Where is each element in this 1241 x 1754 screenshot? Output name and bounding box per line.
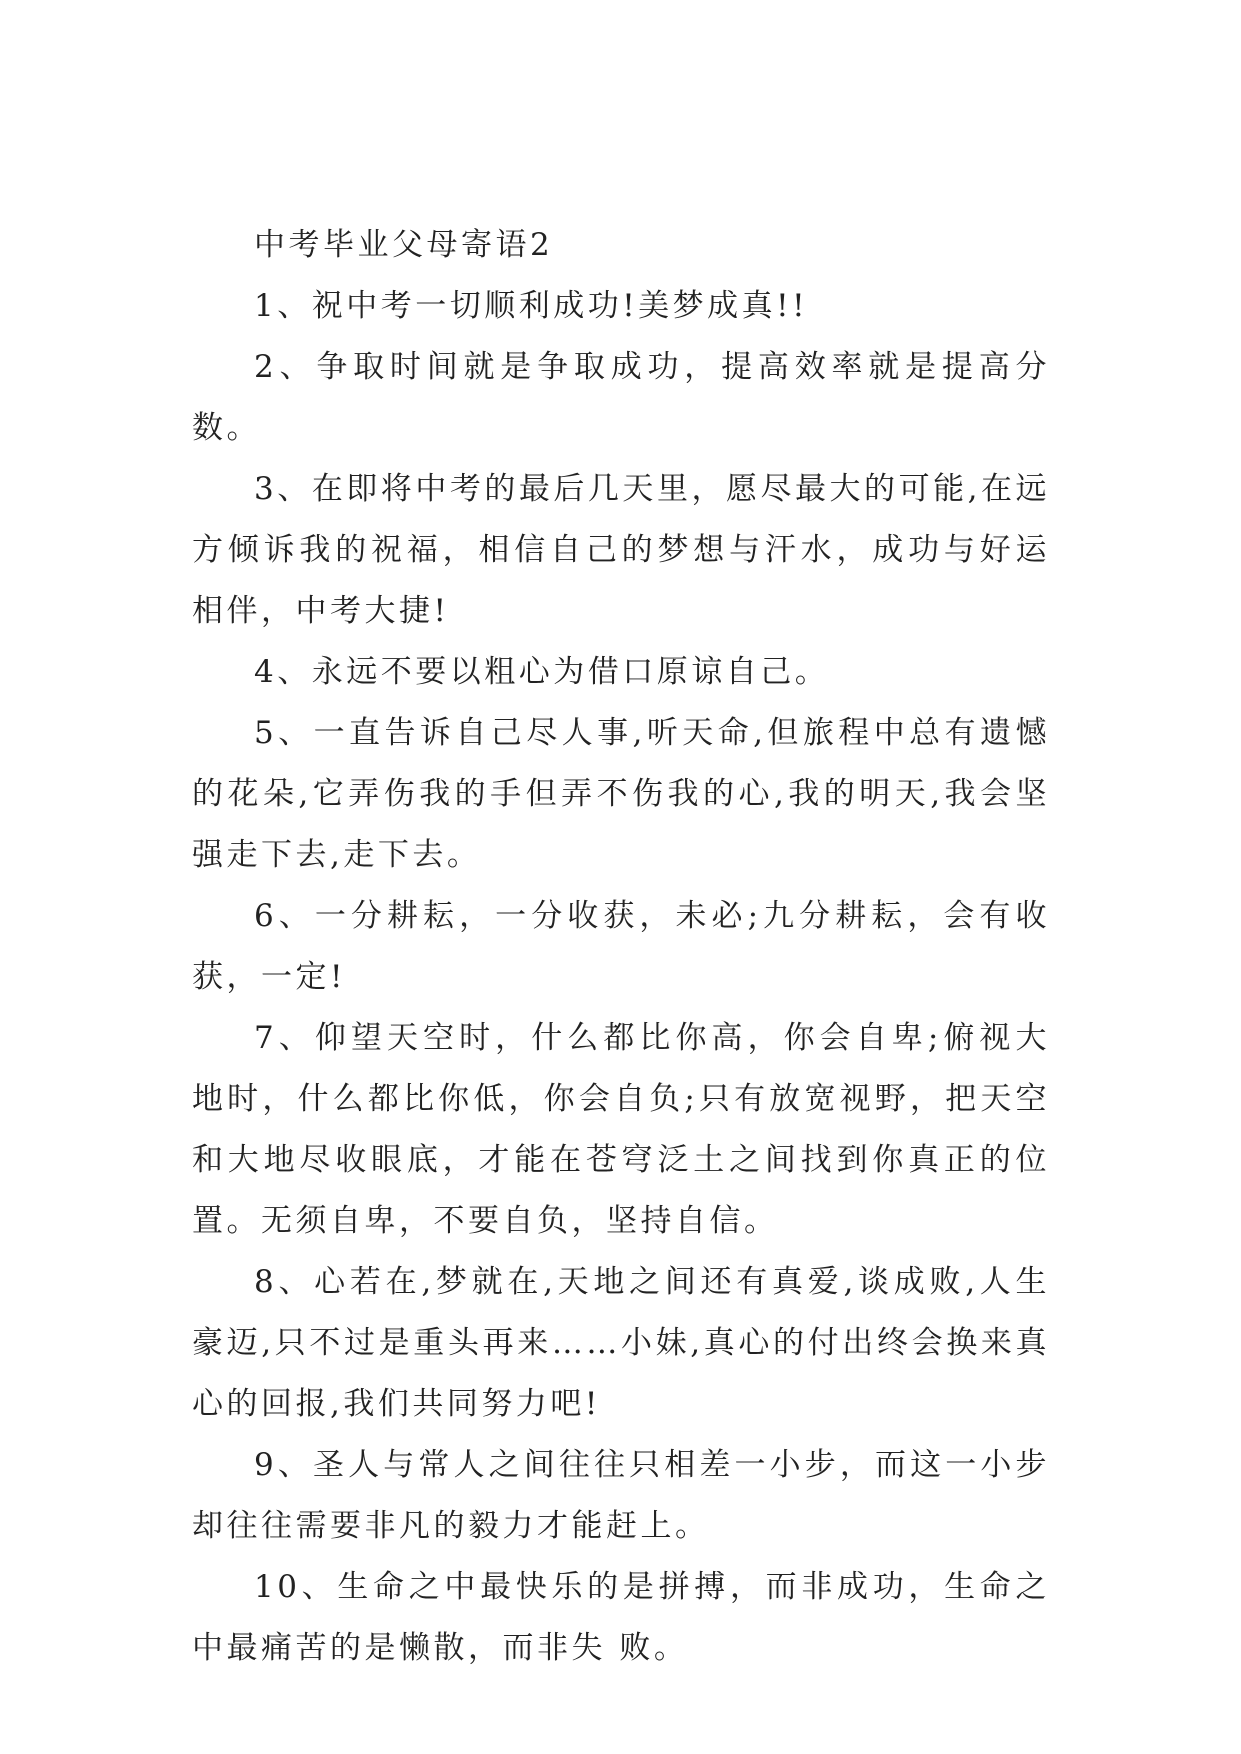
document-title: 中考毕业父母寄语2 [254, 227, 554, 263]
paragraph-3: 3、在即将中考的最后几天里，愿尽最大的可能,在远方倾诉我的祝福，相信自己的梦想与汗水，成功与好运相伴，中考大捷! [192, 471, 1050, 629]
paragraph-7: 7、仰望天空时，什么都比你高，你会自卑;俯视大地时，什么都比你低，你会自负;只有放宽视野，把天空和大地尽收眼底，才能在苍穹泛土之间找到你真正的位置。无须自卑，不要自负，坚持自信。 [192, 1020, 1050, 1239]
paragraph-1: 1、祝中考一切顺利成功!美梦成真!! [254, 288, 809, 324]
paragraph-9: 9、圣人与常人之间往往只相差一小步，而这一小步却往往需要非凡的毅力才能赶上。 [192, 1447, 1050, 1544]
paragraph-6: 6、一分耕耘，一分收获，未必;九分耕耘，会有收获，一定! [192, 898, 1050, 995]
paragraph-4: 4、永远不要以粗心为借口原谅自己。 [254, 654, 830, 690]
paragraph-5: 5、一直告诉自己尽人事,听天命,但旅程中总有遗憾的花朵,它弄伤我的手但弄不伤我的心,我的明天,我会坚强走下去,走下去。 [192, 715, 1050, 873]
document-body [192, 215, 1050, 1679]
paragraph-2: 2、争取时间就是争取成功，提高效率就是提高分数。 [192, 349, 1050, 446]
paragraph-10: 10、生命之中最快乐的是拼搏，而非成功，生命之中最痛苦的是懒散，而非失 败。 [192, 1569, 1050, 1666]
paragraph-8: 8、心若在,梦就在,天地之间还有真爱,谈成败,人生豪迈,只不过是重头再来……小妹,真心的付出终会换来真心的回报,我们共同努力吧! [192, 1264, 1050, 1422]
